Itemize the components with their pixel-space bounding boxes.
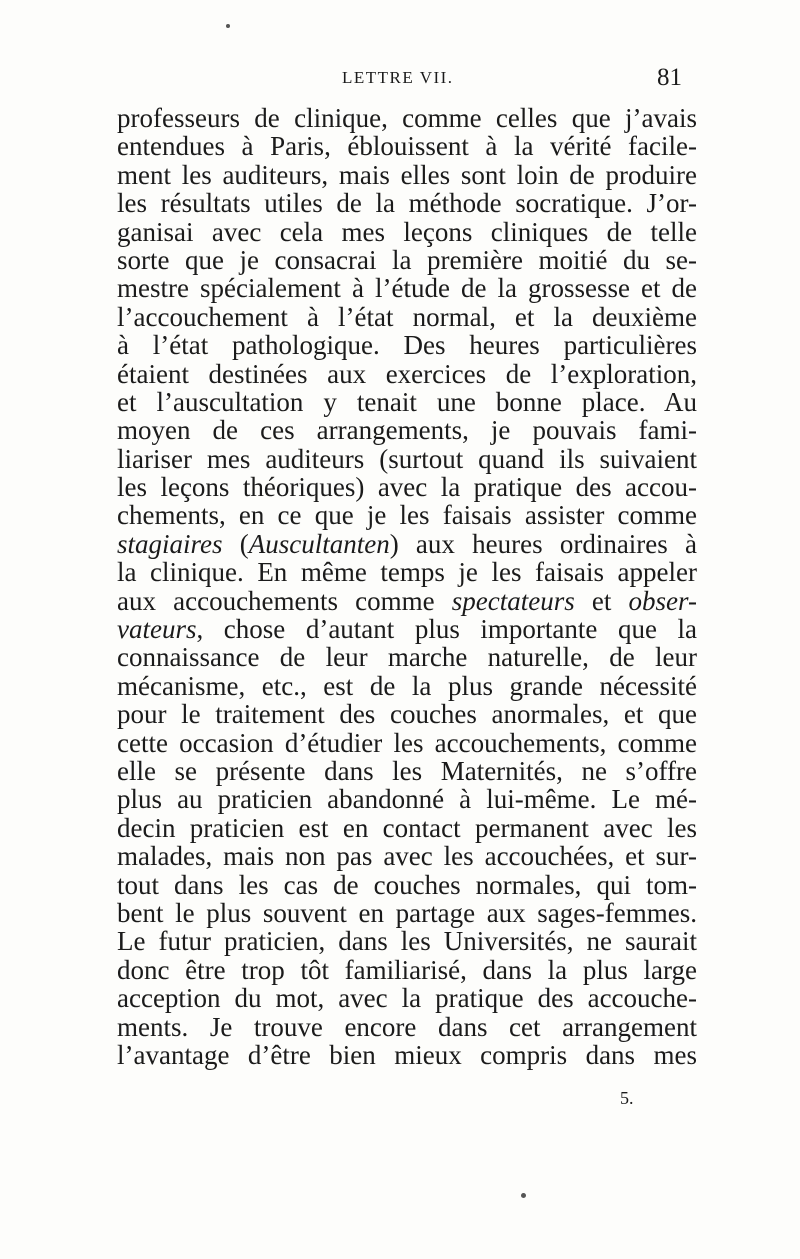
running-head bbox=[118, 66, 686, 96]
text-line bbox=[117, 1013, 697, 1041]
text-segment: donc être trop tôt familiarisé, dans la plus large bbox=[117, 954, 697, 985]
text-line bbox=[117, 274, 697, 302]
text-line bbox=[117, 416, 697, 444]
text-line bbox=[117, 643, 697, 671]
ink-speck bbox=[226, 24, 230, 28]
text-line bbox=[117, 218, 697, 246]
text-line bbox=[117, 473, 697, 501]
text-line bbox=[117, 729, 697, 757]
text-line bbox=[117, 445, 697, 473]
text-segment: ( bbox=[222, 528, 249, 559]
text-line bbox=[117, 501, 697, 529]
text-segment: ments. Je trouve encore dans cet arrangement bbox=[117, 1011, 697, 1042]
text-segment: entendues à Paris, éblouissent à la vérité facile- bbox=[117, 131, 697, 162]
text-segment: cette occasion d’étudier les accouchements, comme bbox=[117, 727, 697, 758]
text-segment: les résultats utiles de la méthode socratique. J’or- bbox=[117, 188, 697, 219]
text-line bbox=[117, 672, 697, 700]
text-line bbox=[117, 530, 697, 558]
text-segment: bent le plus souvent en partage aux sages-femmes. bbox=[117, 897, 697, 928]
running-title: LETTRE VII. bbox=[342, 68, 454, 87]
text-segment: , chose d’autant plus importante que la bbox=[196, 614, 697, 645]
signature-mark: 5. bbox=[620, 1088, 634, 1108]
text-line bbox=[117, 104, 697, 132]
ink-speck bbox=[521, 1193, 526, 1198]
text-segment: l’avantage d’être bien mieux compris dans mes bbox=[117, 1039, 697, 1070]
text-line bbox=[117, 161, 697, 189]
text-line bbox=[117, 246, 697, 274]
text-segment: plus au praticien abandonné à lui-même. Le mé- bbox=[117, 784, 697, 815]
text-line bbox=[117, 360, 697, 388]
text-line bbox=[117, 899, 697, 927]
text-line bbox=[117, 558, 697, 586]
text-segment: les leçons théoriques) avec la pratique des accou- bbox=[117, 472, 697, 503]
text-line bbox=[117, 700, 697, 728]
text-segment: acception du mot, avec la pratique des accouche- bbox=[117, 983, 697, 1014]
text-line bbox=[117, 984, 697, 1012]
text-segment: l’accouchement à l’état normal, et la deuxième bbox=[117, 301, 697, 332]
text-segment: mécanisme, etc., est de la plus grande nécessité bbox=[117, 670, 697, 701]
text-line bbox=[117, 1041, 697, 1069]
text-segment: decin praticien est en contact permanent avec les bbox=[117, 812, 697, 843]
text-segment: pour le traitement des couches anormales, et que bbox=[117, 699, 697, 730]
italic-text: Auscultanten bbox=[248, 528, 390, 559]
text-segment: tout dans les cas de couches normales, qui tom- bbox=[117, 869, 697, 900]
text-line bbox=[117, 615, 697, 643]
italic-text: vateurs bbox=[117, 614, 197, 645]
italic-text: obser- bbox=[628, 585, 697, 616]
text-segment: Le futur praticien, dans les Universités, ne saurait bbox=[117, 926, 697, 957]
text-segment: ) aux heures ordinaires à bbox=[389, 528, 697, 559]
text-segment: ment les auditeurs, mais elles sont loin de produire bbox=[117, 159, 697, 190]
body-text bbox=[117, 104, 697, 1069]
italic-text: stagiaires bbox=[117, 528, 223, 559]
text-line bbox=[117, 871, 697, 899]
text-line bbox=[117, 814, 697, 842]
text-segment: liariser mes auditeurs (surtout quand ils suivaient bbox=[117, 443, 697, 474]
text-segment: la clinique. En même temps je les faisais appeler bbox=[117, 557, 697, 588]
text-segment: moyen de ces arrangements, je pouvais fami- bbox=[117, 415, 697, 446]
text-line bbox=[117, 189, 697, 217]
text-segment: et bbox=[574, 585, 629, 616]
text-line bbox=[117, 956, 697, 984]
text-segment: malades, mais non pas avec les accouchées, et sur- bbox=[117, 841, 697, 872]
text-segment: elle se présente dans les Maternités, ne s’offre bbox=[117, 755, 697, 786]
text-line bbox=[117, 331, 697, 359]
text-segment: chements, en ce que je les faisais assister comme bbox=[117, 500, 697, 531]
text-line bbox=[117, 927, 697, 955]
text-segment: étaient destinées aux exercices de l’exploration, bbox=[117, 358, 697, 389]
text-line bbox=[117, 842, 697, 870]
text-line bbox=[117, 785, 697, 813]
text-line bbox=[117, 388, 697, 416]
text-segment: à l’état pathologique. Des heures particulières bbox=[117, 330, 697, 361]
text-line bbox=[117, 587, 697, 615]
italic-text: spectateurs bbox=[451, 585, 575, 616]
text-segment: connaissance de leur marche naturelle, de leur bbox=[117, 642, 697, 673]
text-segment: mestre spécialement à l’étude de la grossesse et de bbox=[117, 273, 697, 304]
text-line bbox=[117, 132, 697, 160]
text-segment: sorte que je consacrai la première moitié du se- bbox=[117, 244, 697, 275]
text-segment: professeurs de clinique, comme celles que j’avais bbox=[117, 103, 697, 133]
text-segment: et l’auscultation y tenait une bonne place. Au bbox=[117, 386, 697, 417]
text-segment: ganisai avec cela mes leçons cliniques de telle bbox=[117, 216, 697, 247]
text-line bbox=[117, 303, 697, 331]
text-line bbox=[117, 757, 697, 785]
text-segment: aux accouchements comme bbox=[117, 585, 452, 616]
page-number: 81 bbox=[657, 64, 682, 91]
